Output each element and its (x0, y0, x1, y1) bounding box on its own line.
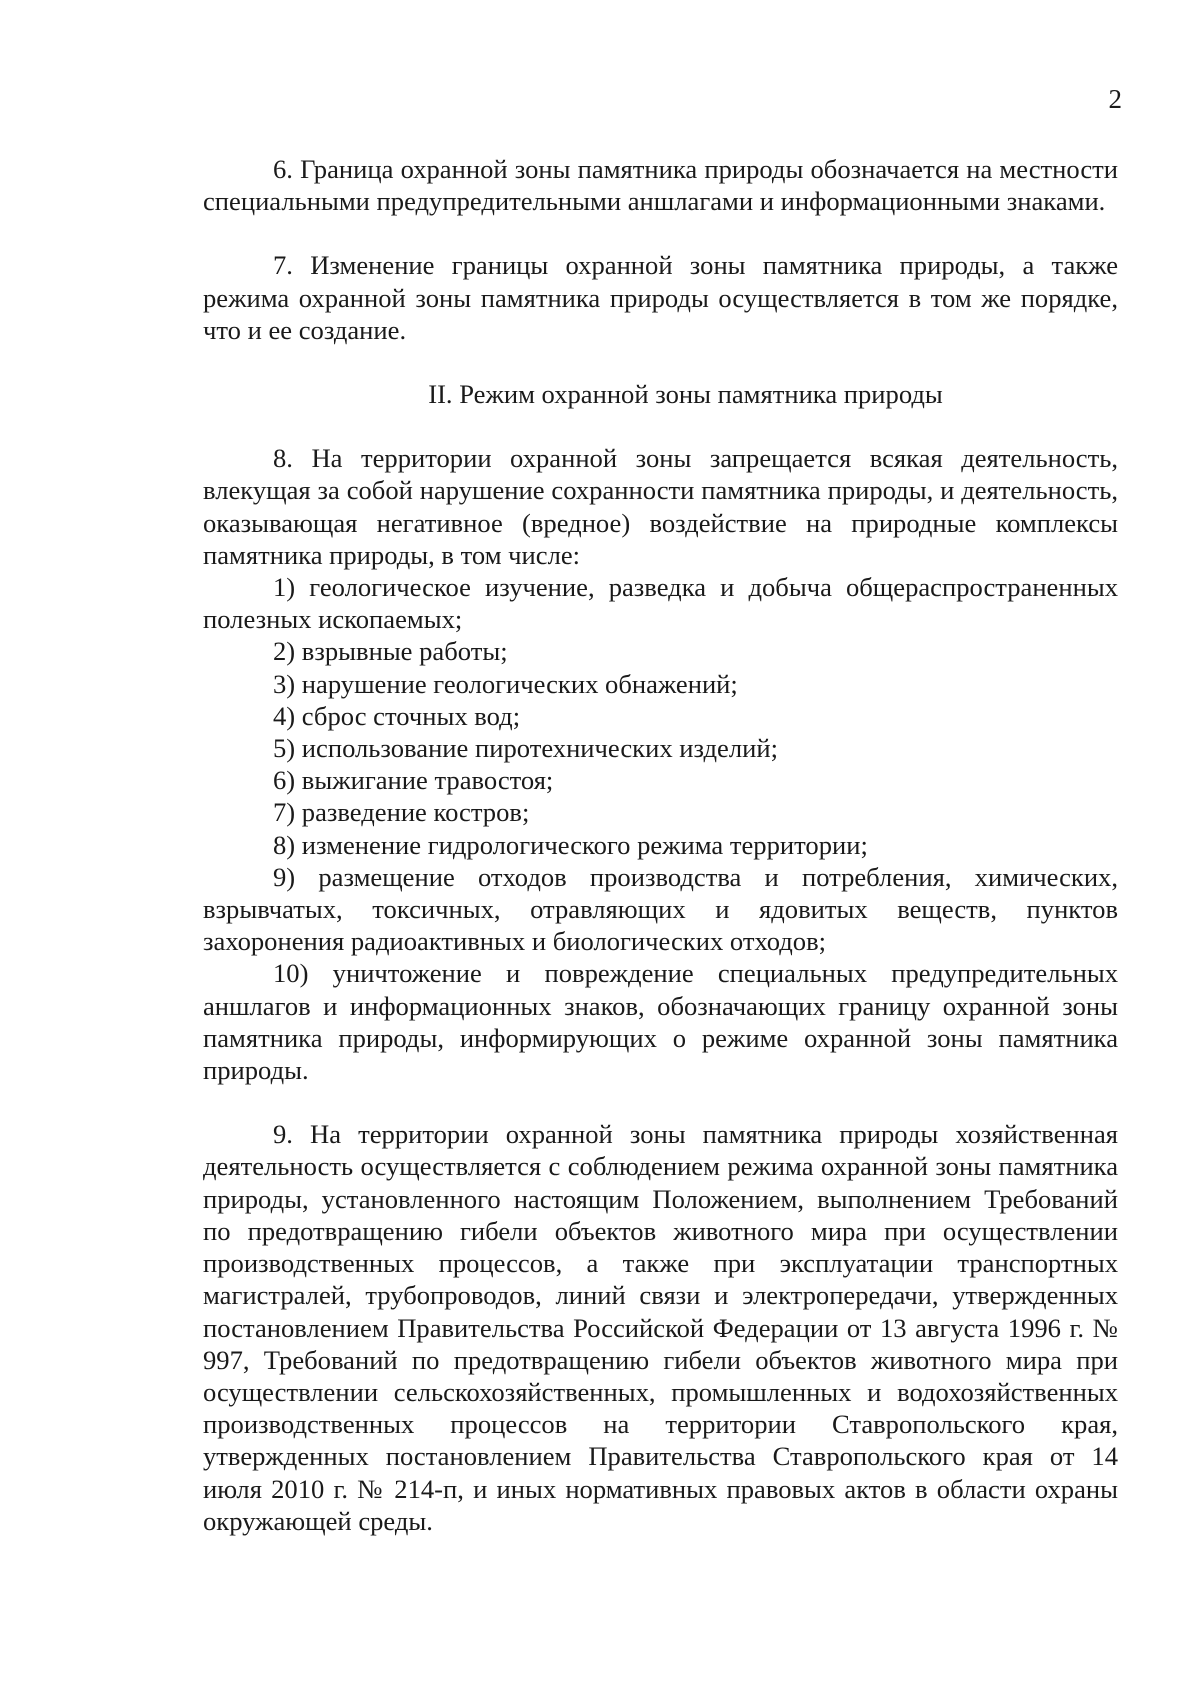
spacer (203, 217, 1118, 249)
section-heading: II. Режим охранной зоны памятника природы (428, 379, 943, 410)
list-item: 10) уничтожение и повреждение специальных предупредительных аншлагов и информационных знаков, обозначающих границу охранной зоны памятника природы, информирующих о режиме охранной зоны памятника природы. (203, 958, 1118, 1086)
paragraph-6: 6. Граница охранной зоны памятника природы обозначается на местности специальными предупредительными аншлагами и информационными знаками. (203, 154, 1118, 217)
page-number: 2 (1108, 84, 1122, 114)
list-item: 7) разведение костров; (273, 797, 530, 828)
list-item: 3) нарушение геологических обнажений; (273, 668, 738, 699)
spacer (203, 1086, 1118, 1118)
paragraph-8: 8. На территории охранной зоны запрещается всякая деятельность, влекущая за собой нарушение сохранности памятника природы, и деятельность, оказывающая негативное (вредное) воздействие на природные комплексы памятника природы, в том числе: (203, 443, 1118, 570)
list-item: 4) сброс сточных вод; (273, 700, 521, 731)
paragraph-7: 7. Изменение границы охранной зоны памятника природы, а также режима охранной зоны памятника природы осуществляется в том же порядке, что и ее создание. (203, 250, 1118, 345)
list-item: 6) выжигание травостоя; (273, 765, 554, 796)
list-item: 8) изменение гидрологического режима территории; (273, 829, 868, 860)
list-item: 5) использование пиротехнических изделий; (273, 733, 778, 764)
list-item: 2) взрывные работы; (273, 636, 508, 667)
list-item: 9) размещение отходов производства и потребления, химических, взрывчатых, токсичных, отравляющих и ядовитых веществ, пунктов захоронения радиоактивных и биологических отходов; (203, 861, 1118, 957)
paragraph-9: 9. На территории охранной зоны памятника природы хозяйственная деятельность осуществляется с соблюдением режима охранной зоны памятника природы, установленного настоящим Положением, выполнением Требований по предотвращению гибели объектов животного мира при осуществлении производственных процессов, а также при эксплуатации транспортных магистралей, трубопроводов, линий связи и электропередачи, утвержденных постановлением Правительства Российской Федерации от 13 августа 1996 г. № 997, Требований по предотвращению гибели объектов животного мира при осуществлении сельскохозяйственных, промышленных и водохозяйственных производственных процессов на территории Ставропольского края, утвержденных постановлением Правительства Ставропольского края от 14 июля 2010 г. № 214-п, и иных нормативных правовых актов в области охраны окружающей среды. (203, 1119, 1118, 1536)
spacer (203, 410, 1118, 442)
spacer (203, 346, 1118, 378)
document-body (203, 153, 1118, 1537)
list-item: 1) геологическое изучение, разведка и добыча общераспространенных полезных ископаемых; (203, 572, 1118, 635)
